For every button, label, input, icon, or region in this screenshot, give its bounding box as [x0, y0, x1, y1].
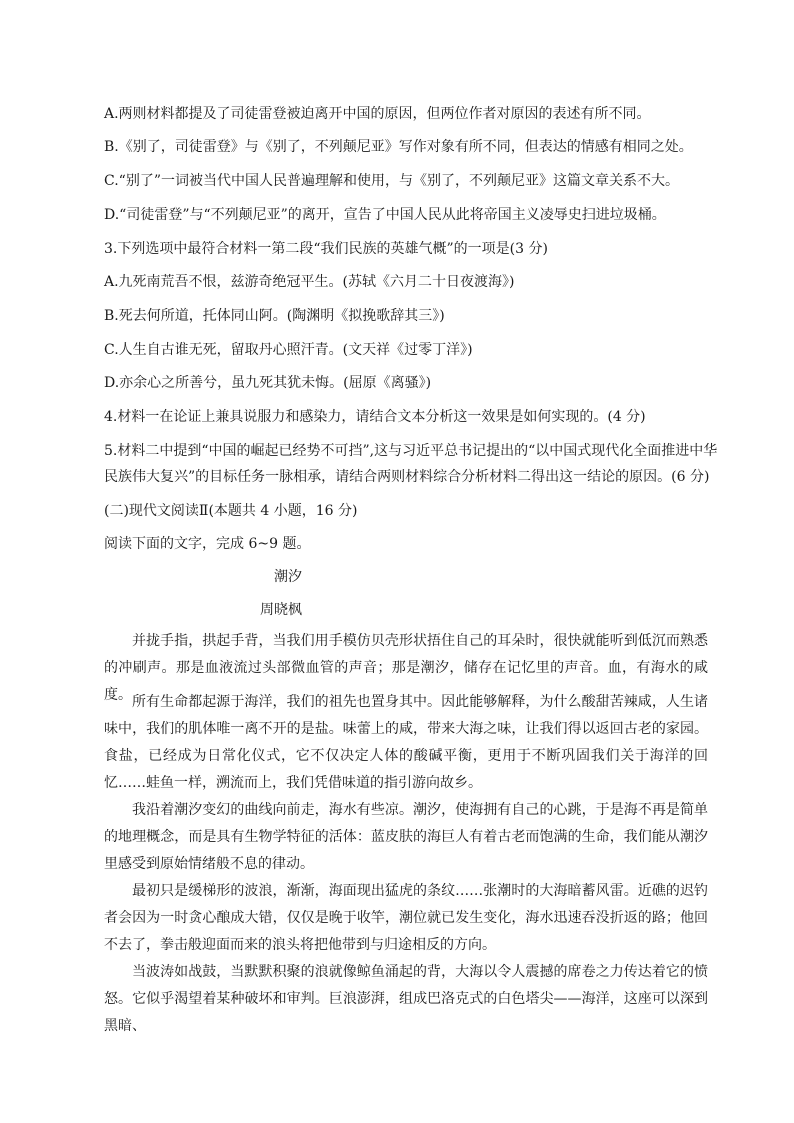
- option-3d: D.亦余心之所善兮，虽九死其犹未悔。(屈原《离骚》): [104, 375, 432, 391]
- article-paragraph-5: 当波涛如战鼓，当默默积聚的浪就像鲸鱼涌起的背，大海以令人震撼的席卷之力传达着它的愤怒。它似乎渴望着某种破坏和审判。巨浪澎湃，组成巴洛克式的白色塔尖——海洋，这座可以深到黑暗、: [104, 964, 708, 1034]
- section-2-instruction: 阅读下面的文字，完成 6~9 题。: [104, 536, 311, 552]
- option-3b: B.死去何所道，托体同山阿。(陶渊明《拟挽歌辞其三》): [104, 308, 445, 324]
- article-paragraph-2: 所有生命都起源于海洋，我们的祖先也置身其中。因此能够解释，为什么酸甜苦辣咸，人生诸味中，我们的肌体唯一离不开的是盐。味蕾上的咸，带来大海之味，让我们得以返回古老的家园。食盐，已经成为日常化仪式，它不仅决定人体的酸碱平衡，更用于不断巩固我们关于海洋的回忆……蛙鱼一样，溯流而上，我们凭借味道的指引游向故乡。: [104, 694, 708, 791]
- option-2d: D.“司徒雷登”与“不列颠尼亚”的离开，宣告了中国人民从此将帝国主义凌辱史扫进垃圾桶。: [104, 207, 666, 223]
- article-paragraph-3: 我沿着潮汐变幻的曲线向前走，海水有些凉。潮汐，使海拥有自己的心跳，于是海不再是简单的地理概念，而是具有生物学特征的活体：蓝皮肤的海巨人有着古老而饱满的生命，我们能从潮汐里感受到原始情绪般不息的律动。: [104, 802, 708, 872]
- section-2-heading: (二)现代文阅读Ⅱ(本题共 4 小题，16 分): [104, 503, 358, 519]
- question-5-line-2: 民族伟大复兴”的目标任务一脉相承，请结合两则材料综合分析材料二得出这一结论的原因。(6 分): [104, 469, 710, 485]
- option-3a: A.九死南荒吾不恨，兹游奇绝冠平生。(苏轼《六月二十日夜渡海》): [104, 274, 515, 290]
- question-3-stem: 3.下列选项中最符合材料一第二段“我们民族的英雄气概”的一项是(3 分): [104, 241, 548, 257]
- question-5-line-1: 5.材料二中提到“中国的崛起已经势不可挡”,这与习近平总书记提出的“以中国式现代化全面推进中华: [104, 443, 718, 459]
- article-paragraph-1: 并拢手指，拱起手背，当我们用手模仿贝壳形状捂住自己的耳朵时，很快就能听到低沉而熟悉的冲刷声。那是血液流过头部微血管的声音；那是潮汐，储存在记忆里的声音。血，有海水的咸度。: [104, 633, 708, 703]
- option-2c: C.“别了”一词被当代中国人民普遍理解和使用，与《别了，不列颠尼亚》这篇文章关系不大。: [104, 173, 679, 189]
- article-title: 潮汐: [274, 569, 302, 585]
- article-paragraph-4: 最初只是缓梯形的波浪，渐渐，海面现出猛虎的条纹……张潮时的大海暗蓄风雷。近礁的迟钓者会因为一时贪心酿成大错，仅仅是晚于收竿，潮位就已发生变化，海水迅速吞没折返的路；他回不去了，拳击般迎面而来的浪头将把他带到与归途相反的方向。: [104, 883, 708, 953]
- option-3c: C.人生自古谁无死，留取丹心照汗青。(文天祥《过零丁洋》): [104, 342, 473, 358]
- question-4: 4.材料一在论证上兼具说服力和感染力，请结合文本分析这一效果是如何实现的。(4 分): [104, 409, 646, 425]
- article-author: 周晓枫: [260, 602, 302, 618]
- option-2a: A.两则材料都提及了司徒雷登被迫离开中国的原因，但两位作者对原因的表述有所不同。: [104, 106, 651, 122]
- option-2b: B.《别了，司徒雷登》与《别了，不列颠尼亚》写作对象有所不同，但表达的情感有相同之处。: [104, 139, 693, 155]
